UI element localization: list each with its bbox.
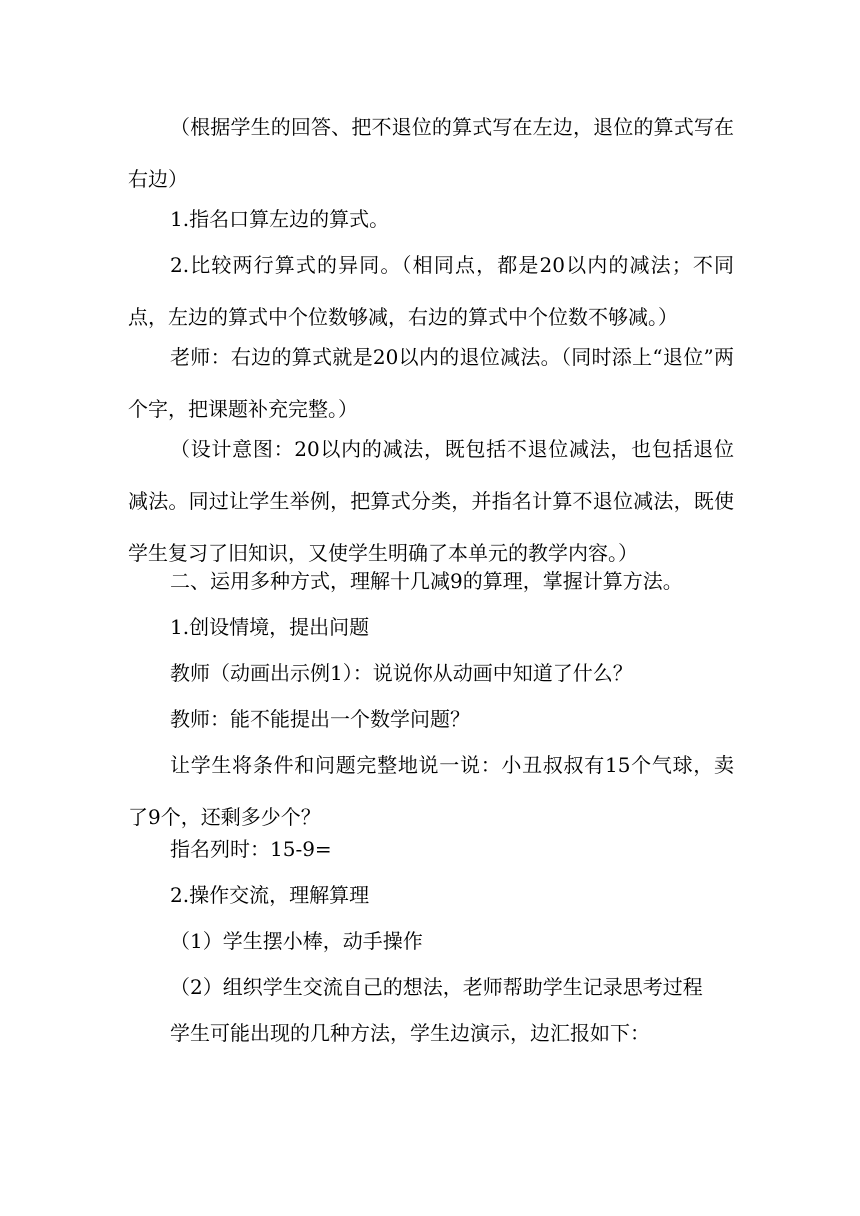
section-heading-2: 二、运用多种方式，理解十几减9的算理，掌握计算方法。 (170, 569, 683, 593)
paragraph-substep-1: （1）学生摆小棒，动手操作 (170, 929, 423, 953)
paragraph-step-1-scenario: 1.创设情境，提出问题 (170, 615, 370, 639)
paragraph-step-2: 2.比较两行算式的异同。（相同点，都是20以内的减法；不同点，左边的算式中个位数够减，右边的算式中个位数不够减。） (128, 253, 734, 329)
paragraph-equation: 指名列时：15-9= (170, 837, 332, 861)
paragraph-design-intent: （设计意图：20以内的减法，既包括不退位减法，也包括退位减法。同过让学生举例，把算式分类，并指名计算不退位减法，既使学生复习了旧知识，又使学生明确了本单元的教学内容。） (128, 437, 734, 565)
paragraph-substep-2: （2）组织学生交流自己的想法，老师帮助学生记录思考过程 (170, 975, 703, 999)
paragraph-student-statement: 让学生将条件和问题完整地说一说：小丑叔叔有15个气球，卖了9个，还剩多少个？ (128, 753, 734, 829)
paragraph-regrouping-note: （根据学生的回答、把不退位的算式写在左边，退位的算式写在右边） (128, 115, 734, 191)
paragraph-methods-intro: 学生可能出现的几种方法，学生边演示，边汇报如下： (170, 1021, 650, 1045)
paragraph-teacher-animation: 教师（动画出示例1）：说说你从动画中知道了什么？ (170, 661, 633, 685)
paragraph-teacher-remark: 老师：右边的算式就是20以内的退位减法。（同时添上“退位”两个字，把课题补充完整。） (128, 345, 734, 421)
paragraph-step-2-operation: 2.操作交流，理解算理 (170, 883, 370, 907)
paragraph-step-1: 1.指名口算左边的算式。 (170, 207, 390, 231)
paragraph-teacher-question: 教师：能不能提出一个数学问题？ (170, 707, 470, 731)
